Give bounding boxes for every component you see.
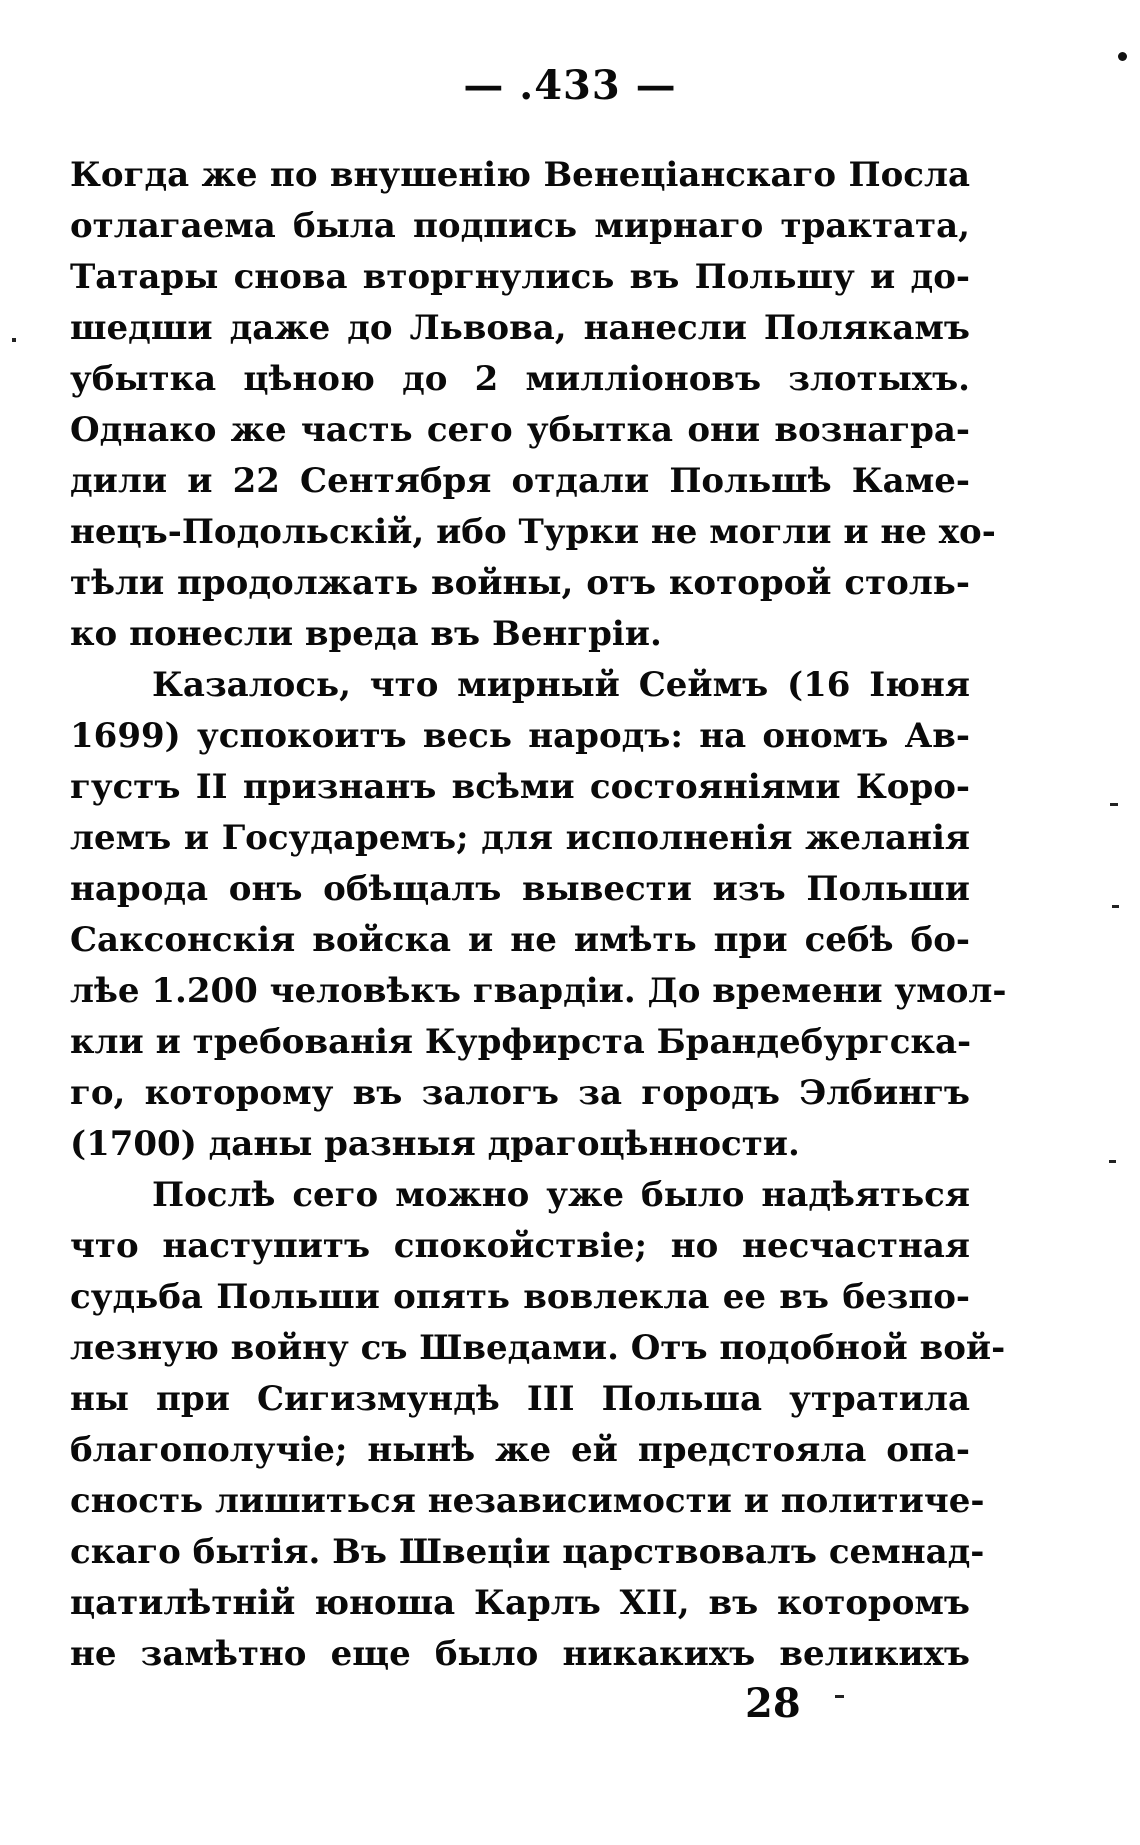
text-line: тѣли продолжать войны, отъ которой столь-: [70, 563, 970, 603]
text-line: не замѣтно еще было никакихъ великихъ: [70, 1634, 970, 1674]
text-line: лѣе 1.200 человѣкъ гвардіи. До времени умол-: [70, 971, 1007, 1011]
text-line: Однако же часть сего убытка они вознагра-: [70, 410, 970, 450]
text-line: го, которому въ залогъ за городъ Элбингъ: [70, 1073, 970, 1113]
paragraph-3: [70, 1170, 1006, 1680]
text-line: дили и 22 Сентября отдали Польшѣ Каме-: [70, 461, 970, 501]
paragraph-2: [70, 660, 1007, 1170]
text-line: отлагаема была подпись мирнаго трактата,: [70, 206, 970, 246]
text-line: ко понесли вреда въ Венгріи.: [70, 614, 662, 654]
text-line: нецъ-Подольскій, ибо Турки не могли и не хо-: [70, 512, 996, 552]
text-line: лемъ и Государемъ; для исполненія желанія: [70, 818, 970, 858]
text-line: сность лишиться независимости и политиче-: [70, 1481, 985, 1521]
text-line: Казалось, что мирный Сеймъ (16 Іюня: [152, 665, 970, 705]
margin-speck: [12, 338, 16, 342]
ink-speck: [1118, 52, 1127, 61]
text-line: Когда же по внушенію Венеціанскаго Посла: [70, 155, 970, 195]
text-line: судьба Польши опять вовлекла ее въ безпо-: [70, 1277, 970, 1317]
margin-speck: [1110, 803, 1118, 806]
page-number-header: — .433 —: [463, 62, 677, 109]
signature-mark: 28: [745, 1680, 801, 1727]
text-line: убытка цѣною до 2 милліоновъ злотыхъ.: [70, 359, 970, 399]
text-line: народа онъ обѣщалъ вывести изъ Польши: [70, 869, 970, 909]
text-line: что наступитъ спокойствіе; но несчастная: [70, 1226, 970, 1266]
text-line: ны при Сигизмундѣ III Польша утратила: [70, 1379, 970, 1419]
text-line: благополучіе; нынѣ же ей предстояла опа-: [70, 1430, 970, 1470]
body-text: [70, 150, 1007, 1680]
text-line: Послѣ сего можно уже было надѣяться: [152, 1175, 970, 1215]
text-line: кли и требованія Курфирста Брандебургска-: [70, 1022, 972, 1062]
text-line: шедши даже до Львова, нанесли Полякамъ: [70, 308, 970, 348]
text-line: 1699) успокоитъ весь народъ: на ономъ Ав-: [70, 716, 970, 756]
paragraph-1: [70, 150, 996, 660]
text-line: Саксонскія войска и не имѣть при себѣ бо-: [70, 920, 970, 960]
text-line: лезную войну съ Шведами. Отъ подобной вой-: [70, 1328, 1006, 1368]
text-line: цатилѣтній юноша Карлъ XII, въ которомъ: [70, 1583, 970, 1623]
text-line: (1700) даны разныя драгоцѣнности.: [70, 1124, 800, 1164]
margin-speck: [1112, 905, 1119, 908]
margin-speck: [835, 1695, 844, 1698]
text-line: густъ II признанъ всѣми состояніями Коро-: [70, 767, 970, 807]
text-line: Татары снова вторгнулись въ Польшу и до-: [70, 257, 970, 297]
margin-speck: [1109, 1160, 1116, 1163]
text-line: скаго бытія. Въ Швеціи царствовалъ семнад-: [70, 1532, 985, 1572]
